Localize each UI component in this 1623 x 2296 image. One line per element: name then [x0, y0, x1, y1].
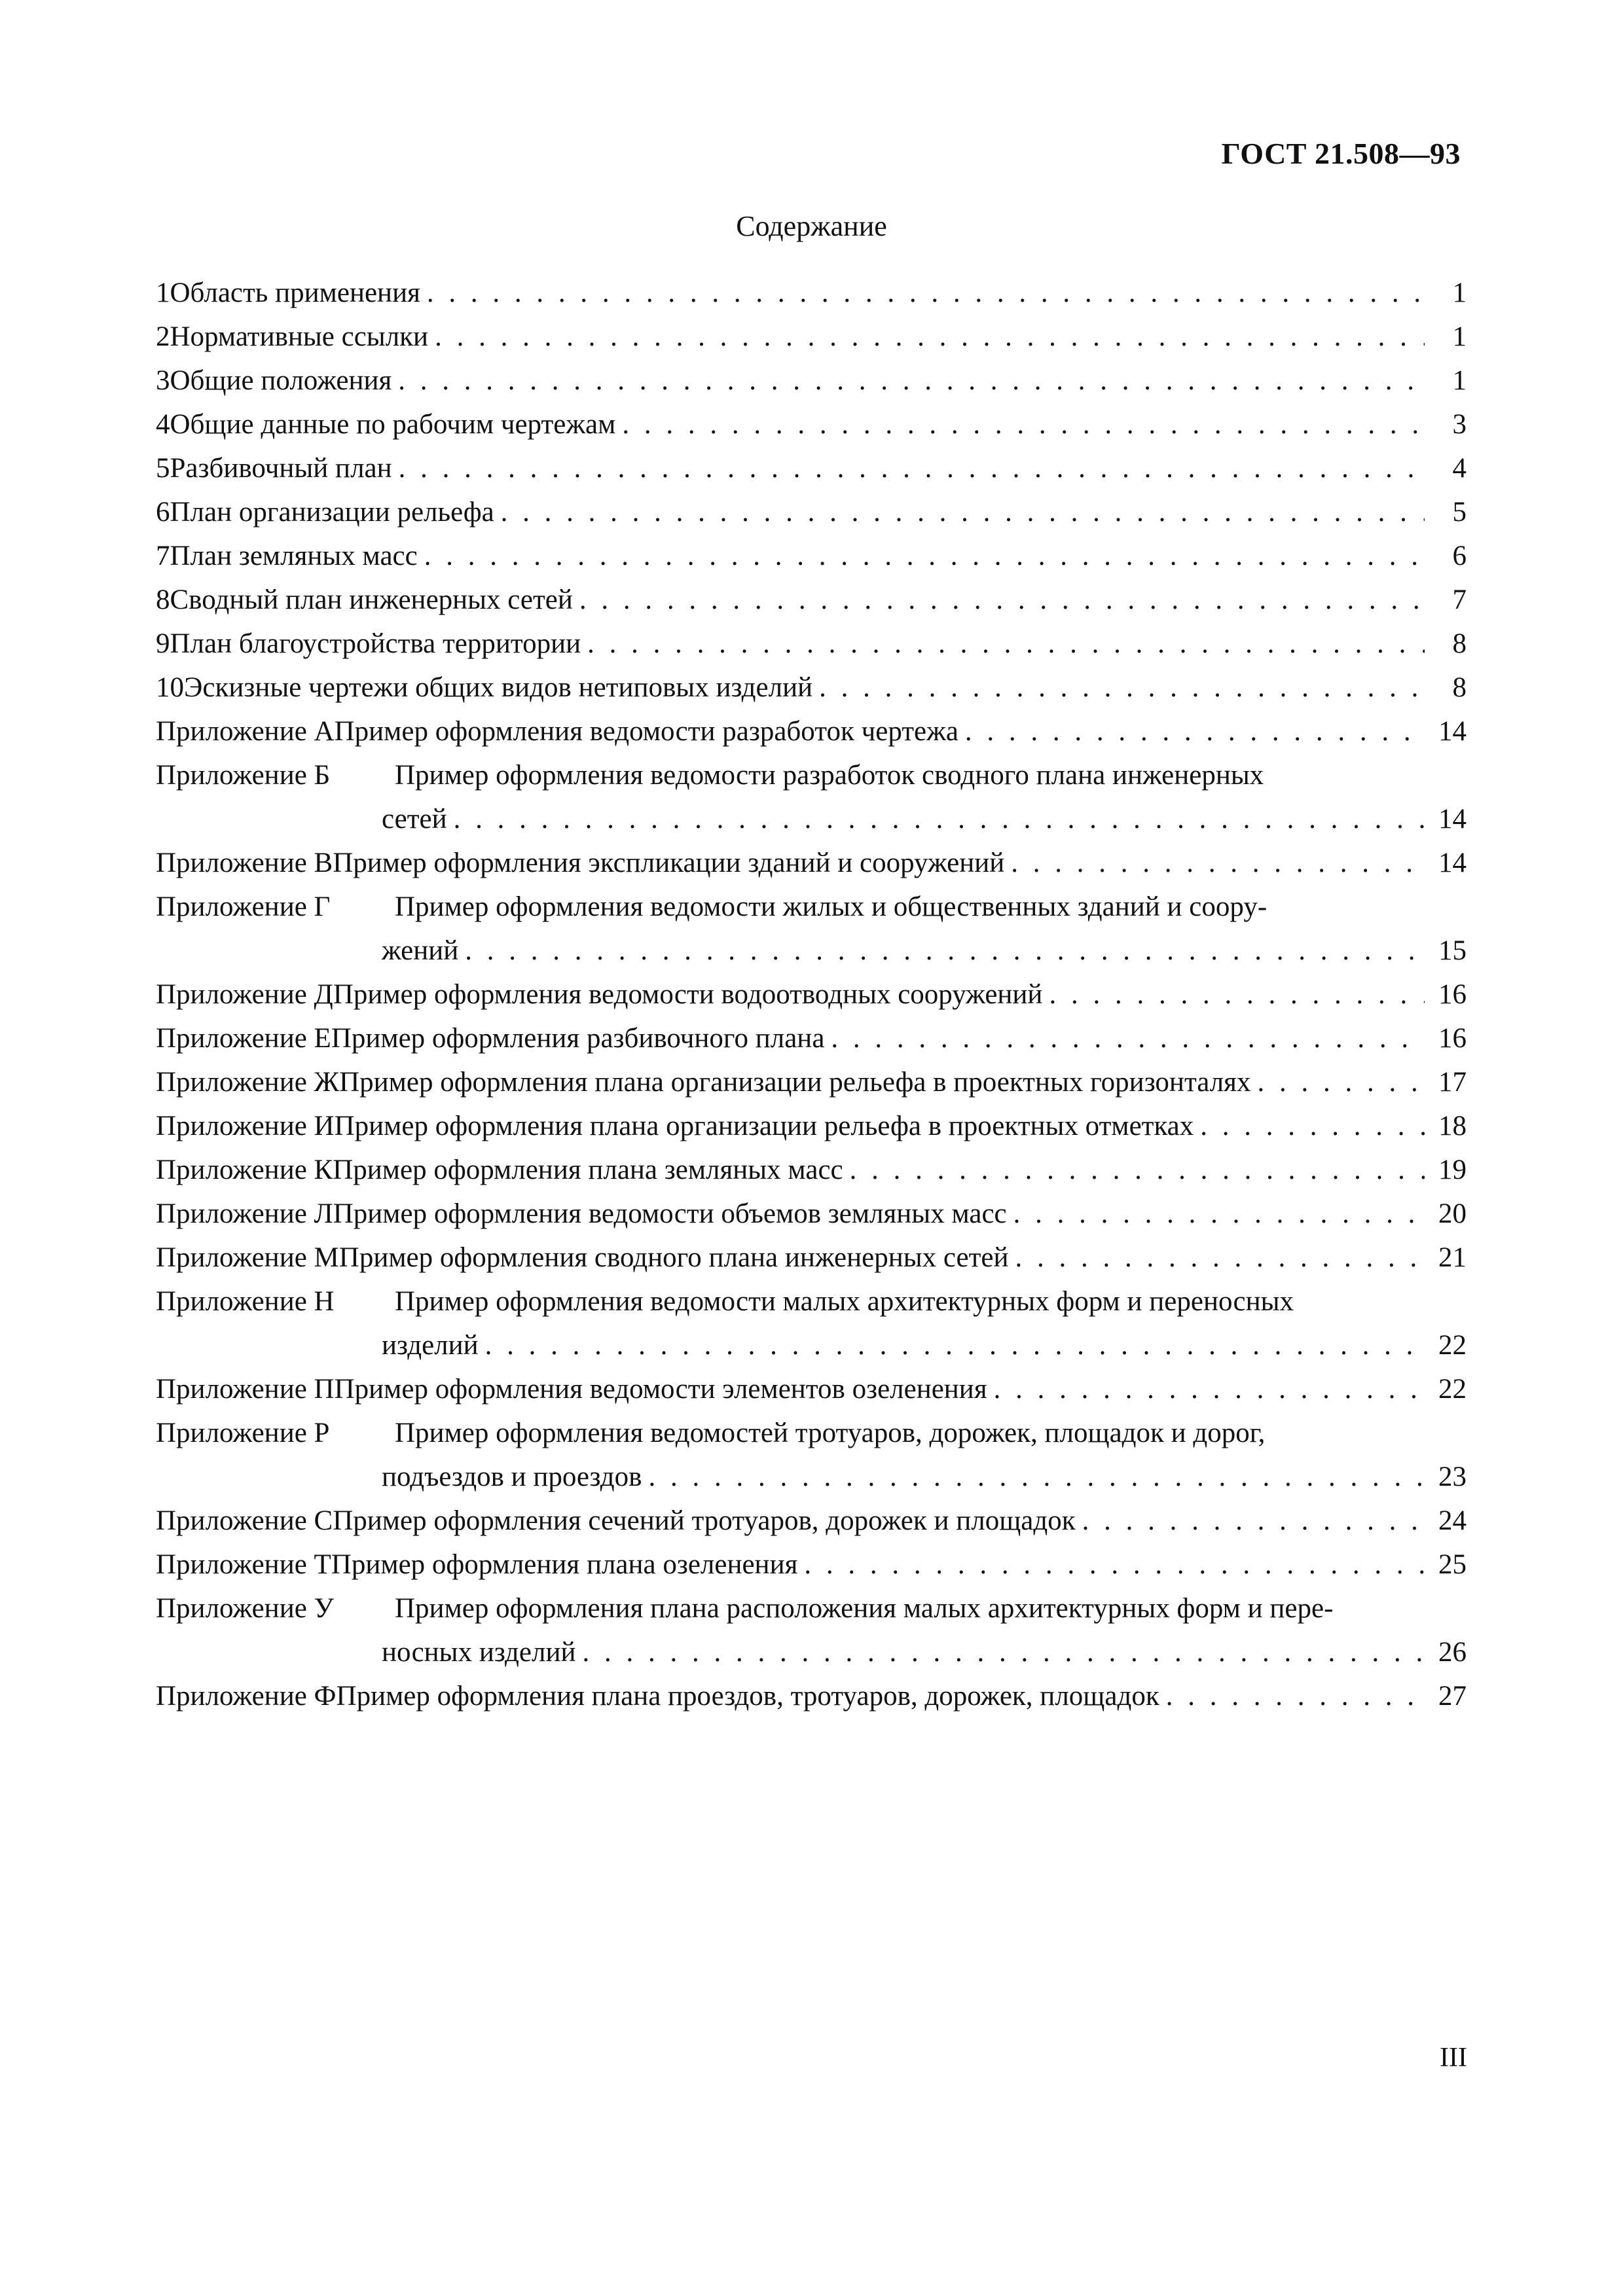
appendix-label: Приложение Т	[156, 1549, 331, 1580]
section-title: Нормативные ссылки	[170, 321, 429, 352]
toc-entry	[156, 271, 1467, 315]
toc-page-number: 16	[1438, 1023, 1467, 1054]
toc-entry	[156, 403, 1467, 446]
toc-line	[156, 359, 1467, 403]
toc-line	[156, 797, 1467, 841]
appendix-label: Приложение Е	[156, 1023, 331, 1054]
appendix-label: Приложение Д	[156, 979, 333, 1010]
toc-page-number: 14	[1438, 848, 1467, 878]
toc-line	[156, 1587, 1467, 1630]
dot-leader	[501, 490, 1425, 534]
dot-leader	[1200, 1104, 1425, 1148]
dot-leader	[1257, 1060, 1425, 1104]
appendix-label: Приложение М	[156, 1242, 339, 1273]
dot-leader	[850, 1148, 1425, 1192]
toc-page-number: 23	[1438, 1462, 1467, 1492]
toc-entry	[156, 885, 1467, 973]
toc-entry	[156, 1016, 1467, 1060]
section-title: Общие данные по рабочим чертежам	[170, 409, 616, 440]
appendix-label: Приложение С	[156, 1505, 333, 1536]
appendix-label: Приложение Л	[156, 1198, 333, 1229]
toc-line	[156, 1367, 1467, 1411]
dot-leader	[1049, 973, 1425, 1016]
toc-page-number: 26	[1438, 1637, 1467, 1668]
toc-entry	[156, 315, 1467, 359]
toc-page-number: 7	[1452, 584, 1467, 615]
appendix-title: Пример оформления ведомости элементов озеленения	[334, 1374, 987, 1405]
appendix-label: Приложение Н	[156, 1286, 335, 1317]
dot-leader	[587, 622, 1425, 666]
toc-entry	[156, 534, 1467, 578]
toc-line	[156, 841, 1467, 885]
toc-page-number: 22	[1438, 1330, 1467, 1361]
toc-entry	[156, 490, 1467, 534]
toc-line	[156, 1280, 1467, 1323]
dot-leader	[819, 666, 1425, 709]
appendix-title: Пример оформления ведомости разработок сводного плана инженерных	[395, 760, 1264, 791]
dot-leader	[427, 271, 1425, 315]
toc-line	[156, 1060, 1467, 1104]
toc-line	[156, 1411, 1467, 1455]
toc-page-number: 1	[1452, 321, 1467, 352]
dot-leader	[1015, 1236, 1425, 1280]
dot-leader	[435, 315, 1425, 359]
toc-entry	[156, 753, 1467, 841]
toc-line	[156, 885, 1467, 929]
toc-line	[156, 1323, 1467, 1367]
toc-page-number: 22	[1438, 1374, 1467, 1405]
toc-entry	[156, 1236, 1467, 1280]
toc-page-number: 14	[1438, 716, 1467, 747]
toc-entry	[156, 1148, 1467, 1192]
section-title: Область применения	[170, 278, 420, 308]
toc-entry	[156, 446, 1467, 490]
appendix-label: Приложение Г	[156, 891, 331, 922]
appendix-title: Пример оформления ведомостей тротуаров, дорожек, площадок и дорог,	[395, 1418, 1266, 1448]
toc-entry	[156, 622, 1467, 666]
appendix-title: Пример оформления ведомости жилых и общественных зданий и соору-	[395, 891, 1267, 922]
toc-entry	[156, 1587, 1467, 1674]
section-number: 1	[156, 278, 170, 308]
toc-line	[156, 929, 1467, 973]
appendix-title: Пример оформления плана озеленения	[331, 1549, 798, 1580]
toc-page-number: 16	[1438, 979, 1467, 1010]
toc-line	[156, 1236, 1467, 1280]
toc-line	[156, 1192, 1467, 1236]
toc-line	[156, 1455, 1467, 1499]
toc-line	[156, 1016, 1467, 1060]
toc-line	[156, 1499, 1467, 1543]
toc-line	[156, 403, 1467, 446]
appendix-title: Пример оформления плана организации рельефа в проектных отметках	[334, 1111, 1194, 1141]
toc-page-number: 8	[1452, 672, 1467, 703]
toc-line	[156, 753, 1467, 797]
dot-leader	[485, 1323, 1425, 1367]
section-title: План благоустройства территории	[170, 628, 581, 659]
toc-entry	[156, 973, 1467, 1016]
dot-leader	[1082, 1499, 1425, 1543]
section-title: План земляных масс	[170, 541, 418, 571]
toc-line	[156, 1543, 1467, 1587]
toc-page-number: 27	[1438, 1681, 1467, 1712]
dot-leader	[398, 359, 1425, 403]
section-number: 9	[156, 628, 170, 659]
appendix-title-continued: подъездов и проездов	[382, 1462, 642, 1492]
toc-line	[156, 1630, 1467, 1674]
toc-page-number: 25	[1438, 1549, 1467, 1580]
appendix-label: Приложение А	[156, 716, 335, 747]
toc-entry	[156, 1367, 1467, 1411]
appendix-label: Приложение Р	[156, 1418, 330, 1448]
toc-page-number: 1	[1452, 365, 1467, 396]
appendix-title-continued: носных изделий	[382, 1637, 576, 1668]
toc-entry	[156, 1280, 1467, 1367]
section-title: Эскизные чертежи общих видов нетиповых изделий	[184, 672, 813, 703]
appendix-label: Приложение В	[156, 848, 333, 878]
section-number: 7	[156, 541, 170, 571]
section-title: Сводный план инженерных сетей	[170, 584, 573, 615]
toc-entry	[156, 359, 1467, 403]
section-number: 6	[156, 497, 170, 528]
appendix-title: Пример оформления экспликации зданий и сооружений	[333, 848, 1005, 878]
toc-line	[156, 666, 1467, 709]
dot-leader	[465, 929, 1425, 973]
toc-page-number: 5	[1452, 497, 1467, 528]
appendix-title: Пример оформления ведомости объемов земляных масс	[333, 1198, 1007, 1229]
toc-page-number: 20	[1438, 1198, 1467, 1229]
toc-entry	[156, 1060, 1467, 1104]
section-title: Общие положения	[170, 365, 392, 396]
toc-entry	[156, 1192, 1467, 1236]
toc-page-number: 24	[1438, 1505, 1467, 1536]
section-number: 10	[156, 672, 184, 703]
toc-line	[156, 709, 1467, 753]
dot-leader	[579, 578, 1425, 622]
toc-entry	[156, 578, 1467, 622]
dot-leader	[648, 1455, 1425, 1499]
dot-leader	[994, 1367, 1425, 1411]
appendix-label: Приложение П	[156, 1374, 335, 1405]
appendix-title: Пример оформления сечений тротуаров, дорожек и площадок	[333, 1505, 1076, 1536]
appendix-label: Приложение Б	[156, 760, 331, 791]
toc-line	[156, 534, 1467, 578]
section-number: 8	[156, 584, 170, 615]
toc-entry	[156, 1411, 1467, 1499]
appendix-title-continued: жений	[382, 935, 459, 966]
toc-line	[156, 490, 1467, 534]
appendix-title: Пример оформления ведомости малых архитектурных форм и переносных	[395, 1286, 1294, 1317]
dot-leader	[1011, 841, 1425, 885]
appendix-title: Пример оформления плана проездов, тротуаров, дорожек, площадок	[336, 1681, 1159, 1712]
toc-line	[156, 578, 1467, 622]
appendix-title-continued: сетей	[382, 804, 447, 834]
toc-page-number: 6	[1452, 541, 1467, 571]
section-number: 5	[156, 453, 170, 484]
toc-line	[156, 622, 1467, 666]
toc-line	[156, 1148, 1467, 1192]
toc-page-number: 15	[1438, 935, 1467, 966]
toc-entry	[156, 841, 1467, 885]
toc-entry	[156, 709, 1467, 753]
toc-title: Содержание	[736, 210, 887, 242]
dot-leader	[583, 1630, 1425, 1674]
section-number: 3	[156, 365, 170, 396]
toc-entry	[156, 1674, 1467, 1718]
appendix-title: Пример оформления ведомости разработок чертежа	[334, 716, 958, 747]
toc-page-number: 3	[1452, 409, 1467, 440]
appendix-title-continued: изделий	[382, 1330, 479, 1361]
dot-leader	[965, 709, 1425, 753]
dot-leader	[804, 1543, 1425, 1587]
appendix-title: Пример оформления ведомости водоотводных сооружений	[333, 979, 1043, 1010]
section-number: 2	[156, 321, 170, 352]
appendix-title: Пример оформления плана организации рельефа в проектных горизонталях	[339, 1067, 1251, 1098]
appendix-title: Пример оформления плана земляных масс	[333, 1155, 843, 1185]
dot-leader	[1166, 1674, 1425, 1718]
toc-line	[156, 1674, 1467, 1718]
appendix-title: Пример оформления разбивочного плана	[331, 1023, 825, 1054]
toc-entry	[156, 1543, 1467, 1587]
dot-leader	[399, 446, 1425, 490]
appendix-label: Приложение К	[156, 1155, 333, 1185]
toc-page-number: 14	[1438, 804, 1467, 834]
toc-page-number: 18	[1438, 1111, 1467, 1141]
page-number: III	[1440, 2043, 1467, 2073]
section-number: 4	[156, 409, 170, 440]
toc-page-number: 1	[1452, 278, 1467, 308]
toc-page-number: 19	[1438, 1155, 1467, 1185]
toc-line	[156, 1104, 1467, 1148]
appendix-label: Приложение И	[156, 1111, 335, 1141]
toc-page-number: 8	[1452, 628, 1467, 659]
appendix-label: Приложение Ж	[156, 1067, 340, 1098]
dot-leader	[424, 534, 1425, 578]
dot-leader	[454, 797, 1425, 841]
table-of-contents	[156, 271, 1467, 1718]
appendix-title: Пример оформления сводного плана инженерных сетей	[338, 1242, 1009, 1273]
section-title: План организации рельефа	[170, 497, 494, 528]
toc-page-number: 17	[1438, 1067, 1467, 1098]
toc-page-number: 21	[1438, 1242, 1467, 1273]
appendix-label: Приложение Ф	[156, 1681, 337, 1712]
appendix-label: Приложение У	[156, 1593, 334, 1624]
dot-leader	[831, 1016, 1425, 1060]
section-title: Разбивочный план	[170, 453, 392, 484]
toc-entry	[156, 666, 1467, 709]
toc-line	[156, 973, 1467, 1016]
dot-leader	[622, 403, 1425, 446]
toc-entry	[156, 1104, 1467, 1148]
toc-page-number: 4	[1452, 453, 1467, 484]
document-code: ГОСТ 21.508—93	[1221, 137, 1461, 170]
dot-leader	[1013, 1192, 1425, 1236]
toc-entry	[156, 1499, 1467, 1543]
appendix-title: Пример оформления плана расположения малых архитектурных форм и пере-	[395, 1593, 1334, 1624]
toc-line	[156, 315, 1467, 359]
toc-line	[156, 271, 1467, 315]
toc-line	[156, 446, 1467, 490]
